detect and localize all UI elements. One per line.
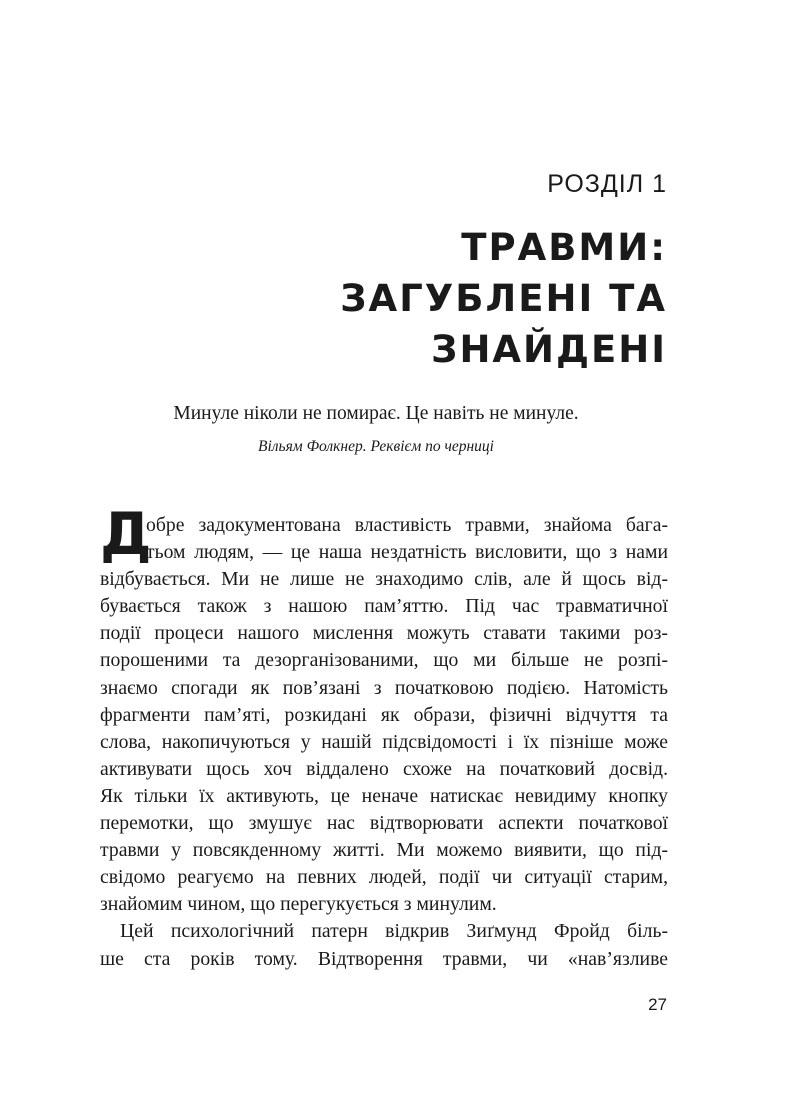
text-line: перемотки, що змушує нас відтворювати аспекти початкової — [100, 812, 669, 835]
text-line: активувати щось хоч віддалено схоже на початковий досвід. — [100, 757, 668, 780]
chapter-label: РОЗДІЛ 1 — [547, 170, 667, 198]
text-line: події процеси нашого мислення можуть ставати такими роз- — [100, 622, 668, 645]
text-line: травми у повсякденному житті. Ми можемо виявити, що під- — [100, 839, 669, 862]
text-line: Цей психологічний патерн відкрив Зиґмунд Фройд біль- — [120, 920, 669, 943]
text-line: знаємо спогади як пов’язані з початковою подією. Натомість — [100, 676, 669, 699]
drop-cap: Д — [100, 500, 152, 568]
text-line: ше ста років тому. Відтворення травми, чи «нав’язливе — [100, 947, 668, 970]
text-line: слова, накопичуються у нашій підсвідомості і їх пізніше може — [100, 730, 668, 753]
body-text — [100, 512, 668, 973]
chapter-title — [107, 222, 667, 375]
paragraph — [100, 918, 668, 972]
text-line: знайомим чином, що перегукується з минулим. — [100, 893, 497, 916]
text-line: свідомо реагуємо на певних людей, події чи ситуації старим, — [100, 866, 669, 889]
chapter-title-line: ТРАВМИ: — [461, 226, 667, 269]
text-line: тьом людям, — це наша нездатність висловити, що з нами — [146, 541, 668, 564]
text-line: Як тільки їх активують, це неначе натискає невидиму кнопку — [100, 784, 669, 807]
paragraph — [100, 512, 668, 918]
text-line: фрагменти пам’яті, розкидані як образи, фізичні відчуття та — [100, 703, 668, 726]
text-line: обре задокументована властивість травми, знайома бага- — [146, 514, 669, 536]
text-line: відбувається. Ми не лише не знаходимо слів, але й щось від- — [100, 568, 668, 591]
text-line: порошеними та дезорганізованими, що ми більше не розпі- — [100, 649, 669, 672]
epigraph-attribution: Вільям Фолкнер. Реквієм по черниці — [258, 438, 494, 455]
page-number: 27 — [648, 995, 667, 1014]
text-line: бувається також з нашою пам’яттю. Під час травматичної — [100, 595, 668, 618]
epigraph-quote: Минуле ніколи не помирає. Це навіть не минуле. — [173, 403, 579, 424]
chapter-title-line: ЗАГУБЛЕНІ ТА ЗНАЙДЕНІ — [340, 277, 667, 371]
